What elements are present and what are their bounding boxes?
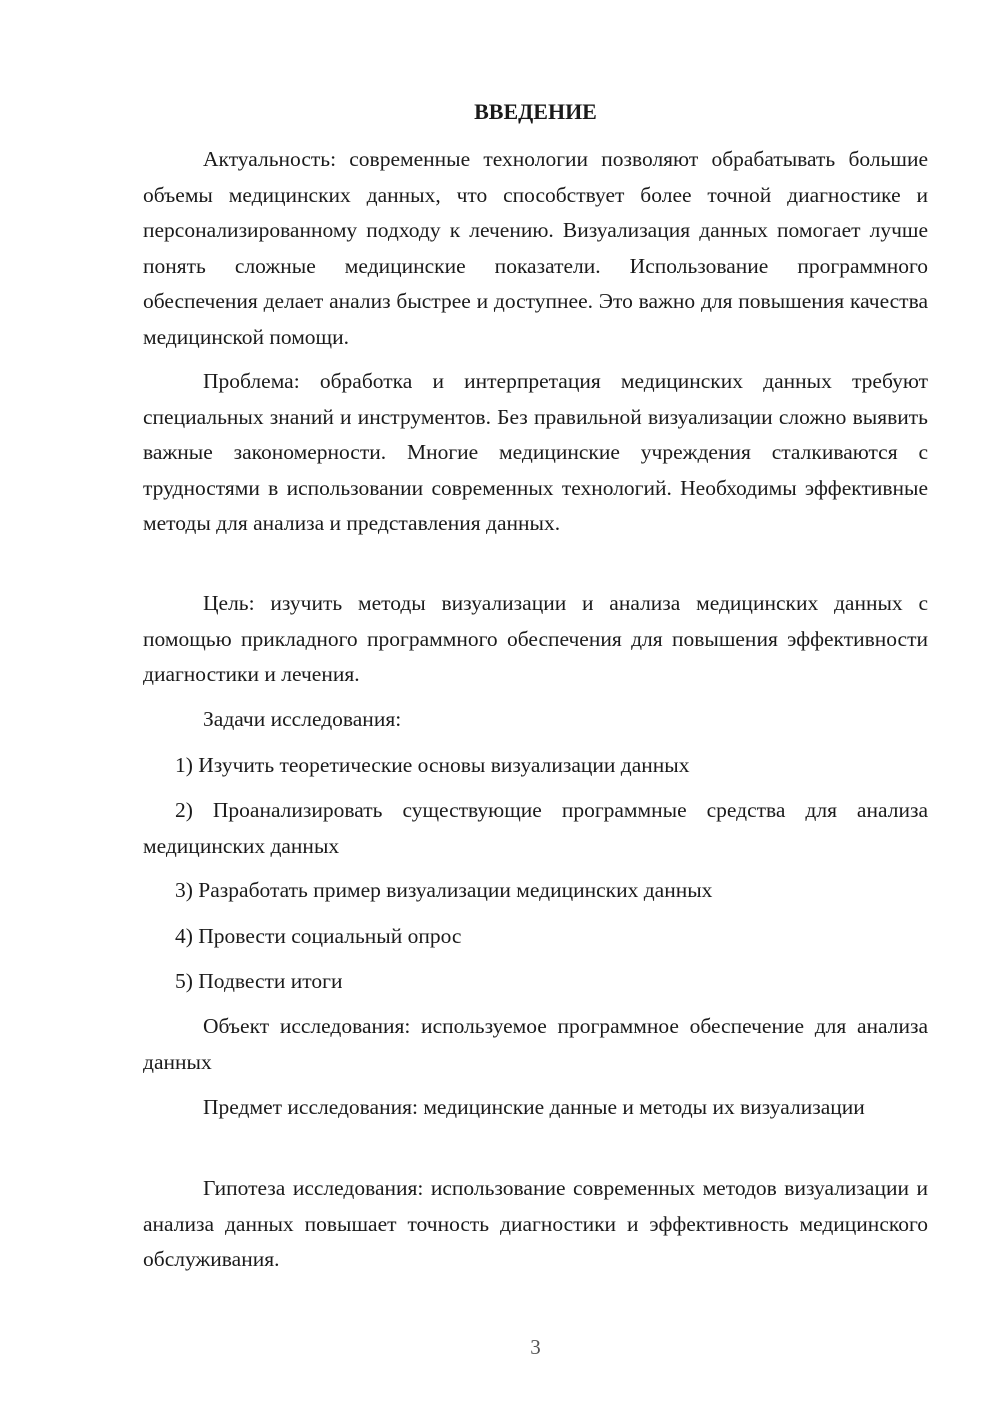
paragraph-problem: Проблема: обработка и интерпретация медицинских данных требуют специальных знаний и инструментов. Без правильной визуализации сложно выявить важные закономерности. Многие медицинские учреждения сталкиваются с трудностями в использовании современных технологий. Необходимы эффективные методы для анализа и представления данных.	[143, 369, 928, 535]
task-item-4: 4) Провести социальный опрос	[175, 924, 462, 948]
paragraph-hypothesis: Гипотеза исследования: использование современных методов визуализации и анализа данных повышает точность диагностики и эффективность медицинского обслуживания.	[143, 1176, 928, 1271]
section-title: ВВЕДЕНИЕ	[474, 99, 597, 124]
paragraph-tasks-heading: Задачи исследования:	[203, 707, 402, 731]
paragraph-goal: Цель: изучить методы визуализации и анализа медицинских данных с помощью прикладного программного обеспечения для повышения эффективности диагностики и лечения.	[143, 591, 928, 686]
task-item-2: 2) Проанализировать существующие программные средства для анализа медицинских данных	[143, 798, 928, 858]
paragraph-object: Объект исследования: используемое программное обеспечение для анализа данных	[143, 1014, 928, 1074]
task-item-5: 5) Подвести итоги	[175, 969, 343, 993]
paragraph-subject: Предмет исследования: медицинские данные и методы их визуализации	[203, 1095, 865, 1119]
task-item-1: 1) Изучить теоретические основы визуализации данных	[175, 753, 690, 777]
paragraph-relevance: Актуальность: современные технологии позволяют обрабатывать большие объемы медицинских данных, что способствует более точной диагностике и персонализированному подходу к лечению. Визуализация данных помогает лучше понять сложные медицинские показатели. Использование программного обеспечения делает анализ быстрее и доступнее. Это важно для повышения качества медицинской помощи.	[143, 147, 928, 349]
task-item-3: 3) Разработать пример визуализации медицинских данных	[175, 878, 713, 902]
page-number: 3	[530, 1335, 541, 1359]
